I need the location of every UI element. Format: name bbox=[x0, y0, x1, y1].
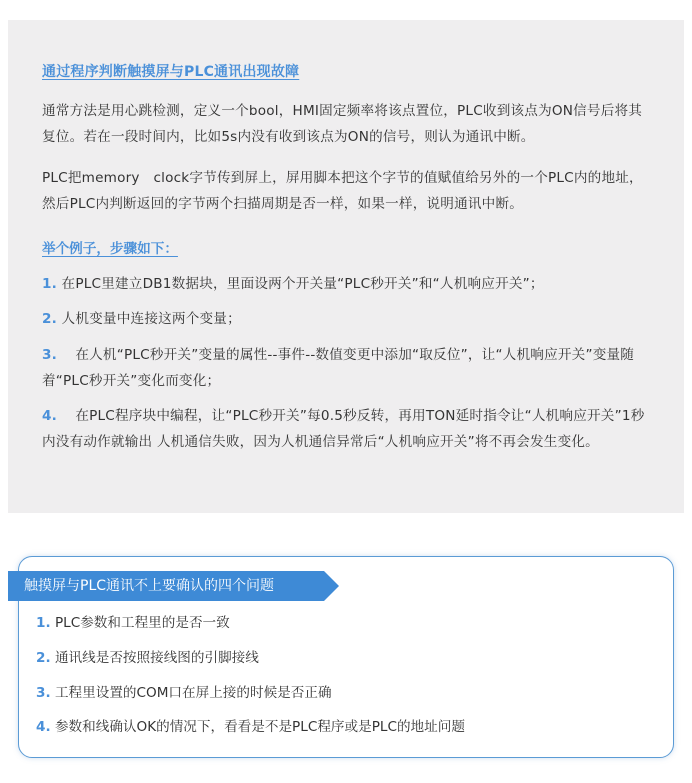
step-text: 人机变量中连接这两个变量； bbox=[57, 311, 241, 327]
checklist-item-3 bbox=[36, 683, 332, 703]
step-number: 1. bbox=[42, 276, 58, 292]
checklist-banner: 触摸屏与PLC通讯不上要确认的四个问题 bbox=[8, 571, 324, 601]
item-text: 参数和线确认OK的情况下，看看是不是PLC程序或是PLC的地址问题 bbox=[50, 719, 465, 735]
checklist-item-4 bbox=[36, 717, 465, 737]
step-number: 4. bbox=[42, 408, 58, 424]
step-text: 在PLC里建立DB1数据块，里面设两个开关量“PLC秒开关”和“人机响应开关”； bbox=[57, 276, 544, 292]
step-1 bbox=[42, 271, 654, 297]
item-text: PLC参数和工程里的是否一致 bbox=[50, 615, 230, 631]
item-number: 2. bbox=[36, 650, 51, 666]
paragraph-heartbeat: 通常方法是用心跳检测，定义一个bool，HMI固定频率将该点置位，PLC收到该点为ON信号后将其复位。若在一段时间内，比如5s内没有收到该点为ON的信号，则认为通讯中断。 bbox=[42, 103, 643, 145]
step-number: 2. bbox=[42, 311, 58, 327]
step-2 bbox=[42, 306, 654, 332]
item-text: 通讯线是否按照接线图的引脚接线 bbox=[50, 650, 259, 666]
checklist-item-2 bbox=[36, 648, 259, 668]
item-number: 3. bbox=[36, 685, 51, 701]
step-4 bbox=[42, 403, 654, 455]
checklist-item-1 bbox=[36, 613, 230, 633]
paragraph-memory-clock: PLC把memory clock字节传到屏上，屏用脚本把这个字节的值赋值给另外的一个PLC内的地址，然后PLC内判断返回的字节两个扫描周期是否一样，如果一样，说明通讯中断。 bbox=[42, 170, 643, 212]
item-number: 4. bbox=[36, 719, 51, 735]
step-text: 在人机“PLC秒开关”变量的属性--事件--数值变更中添加“取反位”，让“人机响应开关”变量随着“PLC秒开关”变化而变化； bbox=[42, 347, 635, 389]
section-title: 通过程序判断触摸屏与PLC通讯出现故障 bbox=[42, 64, 300, 80]
item-text: 工程里设置的COM口在屏上接的时候是否正确 bbox=[50, 685, 332, 701]
step-text: 在PLC程序块中编程，让“PLC秒开关”每0.5秒反转，再用TON延时指令让“人机响应开关”1秒内没有动作就输出 人机通信失败，因为人机通信异常后“人机响应开关”将不再会发生变化。 bbox=[42, 408, 645, 450]
example-heading: 举个例子，步骤如下： bbox=[42, 241, 178, 257]
item-number: 1. bbox=[36, 615, 51, 631]
step-3 bbox=[42, 342, 654, 394]
step-number: 3. bbox=[42, 347, 58, 363]
